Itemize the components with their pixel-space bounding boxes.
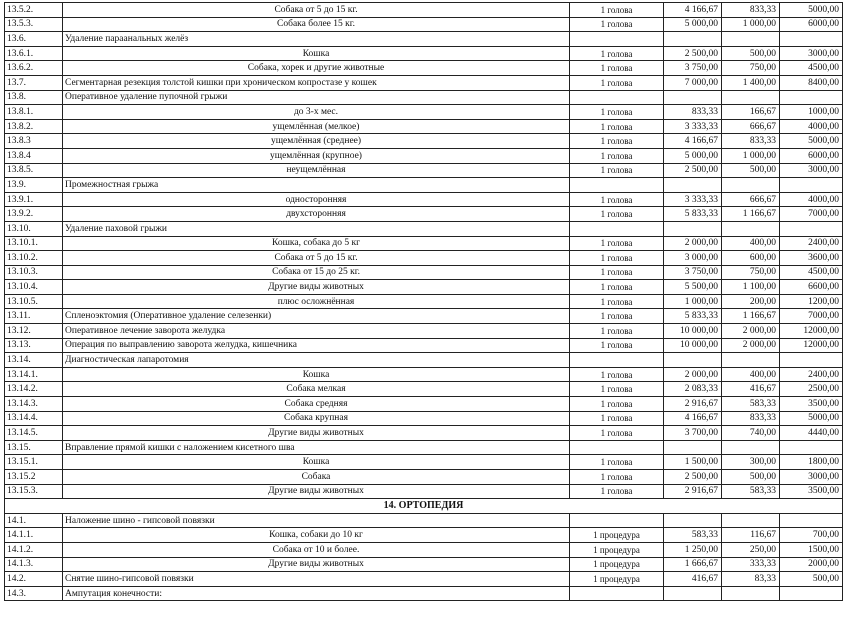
vat-cell: 666,67 — [722, 192, 780, 207]
total-cell: 3000,00 — [780, 46, 843, 61]
total-cell: 2500,00 — [780, 382, 843, 397]
unit-cell: 1 голова — [570, 236, 664, 251]
item-code-cell: 14.1.3. — [5, 557, 63, 572]
item-name-cell: Другие виды животных — [63, 280, 570, 295]
vat-cell — [722, 353, 780, 368]
item-name-cell: Собака крупная — [63, 411, 570, 426]
item-code-cell: 13.5.3. — [5, 17, 63, 32]
vat-cell — [722, 586, 780, 601]
total-cell: 1800,00 — [780, 455, 843, 470]
table-row — [5, 178, 843, 193]
total-cell: 5000,00 — [780, 3, 843, 18]
table-row — [5, 513, 843, 528]
price-cell: 3 333,33 — [664, 192, 722, 207]
price-cell — [664, 178, 722, 193]
price-cell — [664, 221, 722, 236]
item-code-cell: 13.14.5. — [5, 426, 63, 441]
item-name-cell: Снятие шино-гипсовой повязки — [63, 572, 570, 587]
unit-cell: 1 голова — [570, 470, 664, 485]
price-cell: 5 000,00 — [664, 17, 722, 32]
item-code-cell: 13.7. — [5, 75, 63, 90]
vat-cell: 500,00 — [722, 163, 780, 178]
vat-cell: 400,00 — [722, 367, 780, 382]
price-cell: 1 250,00 — [664, 542, 722, 557]
unit-cell — [570, 513, 664, 528]
table-row — [5, 440, 843, 455]
price-cell: 10 000,00 — [664, 324, 722, 339]
price-cell: 416,67 — [664, 572, 722, 587]
table-row — [5, 338, 843, 353]
price-cell: 3 700,00 — [664, 426, 722, 441]
table-row — [5, 46, 843, 61]
vat-cell: 750,00 — [722, 61, 780, 76]
item-code-cell: 13.15.1. — [5, 455, 63, 470]
total-cell: 3000,00 — [780, 470, 843, 485]
item-code-cell: 13.10. — [5, 221, 63, 236]
item-code-cell: 13.6.2. — [5, 61, 63, 76]
vat-cell — [722, 221, 780, 236]
total-cell: 3500,00 — [780, 484, 843, 499]
price-cell: 2 083,33 — [664, 382, 722, 397]
unit-cell: 1 голова — [570, 324, 664, 339]
item-name-cell: ущемлённая (крупное) — [63, 148, 570, 163]
item-name-cell: Кошка, собаки до 10 кг — [63, 528, 570, 543]
item-name-cell: Ампутация конечности: — [63, 586, 570, 601]
table-row — [5, 382, 843, 397]
item-code-cell: 13.5.2. — [5, 3, 63, 18]
total-cell: 4000,00 — [780, 119, 843, 134]
table-row — [5, 3, 843, 18]
total-cell: 3500,00 — [780, 397, 843, 412]
item-code-cell: 13.15.3. — [5, 484, 63, 499]
unit-cell: 1 голова — [570, 280, 664, 295]
price-cell: 2 500,00 — [664, 46, 722, 61]
item-name-cell: Оперативное лечение заворота желудка — [63, 324, 570, 339]
item-code-cell: 13.15. — [5, 440, 63, 455]
item-code-cell: 13.8.2. — [5, 119, 63, 134]
total-cell — [780, 221, 843, 236]
table-row — [5, 411, 843, 426]
price-cell: 7 000,00 — [664, 75, 722, 90]
total-cell — [780, 440, 843, 455]
total-cell: 1000,00 — [780, 105, 843, 120]
price-cell — [664, 32, 722, 47]
unit-cell: 1 процедура — [570, 542, 664, 557]
unit-cell: 1 голова — [570, 484, 664, 499]
table-row — [5, 470, 843, 485]
item-name-cell: Другие виды животных — [63, 426, 570, 441]
item-code-cell: 13.12. — [5, 324, 63, 339]
vat-cell: 740,00 — [722, 426, 780, 441]
unit-cell: 1 голова — [570, 411, 664, 426]
price-cell — [664, 513, 722, 528]
item-code-cell: 13.10.4. — [5, 280, 63, 295]
item-code-cell: 14.2. — [5, 572, 63, 587]
total-cell: 4440,00 — [780, 426, 843, 441]
unit-cell: 1 голова — [570, 207, 664, 222]
unit-cell: 1 голова — [570, 294, 664, 309]
table-row — [5, 397, 843, 412]
item-code-cell: 14.1.1. — [5, 528, 63, 543]
item-name-cell: плюс осложнённая — [63, 294, 570, 309]
item-code-cell: 13.9.1. — [5, 192, 63, 207]
vat-cell: 200,00 — [722, 294, 780, 309]
item-name-cell: неущемлённая — [63, 163, 570, 178]
item-code-cell: 14.1. — [5, 513, 63, 528]
price-cell: 3 000,00 — [664, 251, 722, 266]
item-name-cell: Операция по выправлению заворота желудка, кишечника — [63, 338, 570, 353]
total-cell: 4500,00 — [780, 265, 843, 280]
item-code-cell: 13.6. — [5, 32, 63, 47]
unit-cell — [570, 32, 664, 47]
table-row — [5, 367, 843, 382]
price-cell: 5 000,00 — [664, 148, 722, 163]
item-name-cell: Спленоэктомия (Оперативное удаление селезенки) — [63, 309, 570, 324]
unit-cell: 1 голова — [570, 382, 664, 397]
unit-cell: 1 голова — [570, 3, 664, 18]
item-name-cell: Собака от 5 до 15 кг. — [63, 3, 570, 18]
vat-cell: 333,33 — [722, 557, 780, 572]
price-cell: 4 166,67 — [664, 134, 722, 149]
item-code-cell: 13.14.4. — [5, 411, 63, 426]
table-row — [5, 528, 843, 543]
table-row — [5, 309, 843, 324]
table-row — [5, 236, 843, 251]
table-row — [5, 353, 843, 368]
item-name-cell: Собака, хорек и другие животные — [63, 61, 570, 76]
table-row — [5, 221, 843, 236]
vat-cell — [722, 32, 780, 47]
table-row — [5, 134, 843, 149]
table-row — [5, 280, 843, 295]
item-name-cell: Собака — [63, 470, 570, 485]
total-cell: 500,00 — [780, 572, 843, 587]
unit-cell: 1 голова — [570, 426, 664, 441]
vat-cell: 583,33 — [722, 397, 780, 412]
price-cell: 4 166,67 — [664, 411, 722, 426]
item-code-cell: 13.9.2. — [5, 207, 63, 222]
item-name-cell: Кошка, собака до 5 кг — [63, 236, 570, 251]
vat-cell: 1 400,00 — [722, 75, 780, 90]
total-cell: 3000,00 — [780, 163, 843, 178]
table-row — [5, 32, 843, 47]
total-cell: 2400,00 — [780, 367, 843, 382]
item-code-cell: 13.6.1. — [5, 46, 63, 61]
total-cell: 6000,00 — [780, 148, 843, 163]
item-name-cell: Наложение шино - гипсовой повязки — [63, 513, 570, 528]
unit-cell: 1 процедура — [570, 572, 664, 587]
price-cell: 3 750,00 — [664, 265, 722, 280]
unit-cell: 1 процедура — [570, 557, 664, 572]
item-name-cell: Удаление паховой грыжи — [63, 221, 570, 236]
item-name-cell: Кошка — [63, 455, 570, 470]
price-cell: 1 500,00 — [664, 455, 722, 470]
vat-cell: 833,33 — [722, 411, 780, 426]
item-code-cell: 13.14.3. — [5, 397, 63, 412]
vat-cell: 1 166,67 — [722, 309, 780, 324]
unit-cell: 1 голова — [570, 163, 664, 178]
unit-cell: 1 голова — [570, 17, 664, 32]
item-code-cell: 13.15.2 — [5, 470, 63, 485]
total-cell — [780, 586, 843, 601]
unit-cell: 1 голова — [570, 61, 664, 76]
unit-cell: 1 голова — [570, 367, 664, 382]
table-row — [5, 17, 843, 32]
item-name-cell: Кошка — [63, 367, 570, 382]
unit-cell — [570, 90, 664, 105]
item-name-cell: Другие виды животных — [63, 484, 570, 499]
unit-cell: 1 голова — [570, 251, 664, 266]
vat-cell: 833,33 — [722, 3, 780, 18]
total-cell: 700,00 — [780, 528, 843, 543]
vat-cell — [722, 178, 780, 193]
unit-cell: 1 голова — [570, 397, 664, 412]
vat-cell: 1 100,00 — [722, 280, 780, 295]
unit-cell: 1 голова — [570, 455, 664, 470]
item-name-cell: Вправление прямой кишки с наложением кисетного шва — [63, 440, 570, 455]
item-code-cell: 13.11. — [5, 309, 63, 324]
item-code-cell: 14.1.2. — [5, 542, 63, 557]
price-cell — [664, 586, 722, 601]
vat-cell: 2 000,00 — [722, 338, 780, 353]
table-row — [5, 324, 843, 339]
item-name-cell: Другие виды животных — [63, 557, 570, 572]
item-name-cell: Сегментарная резекция толстой кишки при хроническом копростазе у кошек — [63, 75, 570, 90]
price-cell: 2 500,00 — [664, 163, 722, 178]
unit-cell — [570, 353, 664, 368]
item-code-cell: 13.14. — [5, 353, 63, 368]
unit-cell: 1 голова — [570, 338, 664, 353]
total-cell — [780, 513, 843, 528]
unit-cell — [570, 586, 664, 601]
price-cell: 2 500,00 — [664, 470, 722, 485]
vat-cell: 1 166,67 — [722, 207, 780, 222]
unit-cell — [570, 440, 664, 455]
vat-cell: 600,00 — [722, 251, 780, 266]
price-cell: 2 000,00 — [664, 236, 722, 251]
vat-cell: 1 000,00 — [722, 17, 780, 32]
unit-cell: 1 голова — [570, 309, 664, 324]
table-row — [5, 192, 843, 207]
item-name-cell: Собака от 15 до 25 кг. — [63, 265, 570, 280]
total-cell — [780, 353, 843, 368]
vat-cell: 500,00 — [722, 470, 780, 485]
vat-cell: 583,33 — [722, 484, 780, 499]
unit-cell: 1 голова — [570, 46, 664, 61]
vat-cell — [722, 513, 780, 528]
item-name-cell: Собака более 15 кг. — [63, 17, 570, 32]
vat-cell: 250,00 — [722, 542, 780, 557]
total-cell: 1500,00 — [780, 542, 843, 557]
item-name-cell: Удаление параанальных желёз — [63, 32, 570, 47]
total-cell: 6000,00 — [780, 17, 843, 32]
table-row — [5, 90, 843, 105]
total-cell: 2400,00 — [780, 236, 843, 251]
vat-cell: 1 000,00 — [722, 148, 780, 163]
table-row — [5, 105, 843, 120]
unit-cell: 1 голова — [570, 105, 664, 120]
price-cell: 1 000,00 — [664, 294, 722, 309]
unit-cell: 1 голова — [570, 192, 664, 207]
section-header-row — [5, 499, 843, 514]
unit-cell — [570, 221, 664, 236]
price-cell: 5 833,33 — [664, 309, 722, 324]
total-cell: 7000,00 — [780, 207, 843, 222]
table-row — [5, 557, 843, 572]
vat-cell: 666,67 — [722, 119, 780, 134]
vat-cell: 750,00 — [722, 265, 780, 280]
table-row — [5, 207, 843, 222]
item-code-cell: 13.9. — [5, 178, 63, 193]
price-cell: 4 166,67 — [664, 3, 722, 18]
total-cell: 1200,00 — [780, 294, 843, 309]
table-row — [5, 119, 843, 134]
item-code-cell: 13.8. — [5, 90, 63, 105]
section-title: 14. ОРТОПЕДИЯ — [5, 499, 843, 514]
unit-cell: 1 голова — [570, 265, 664, 280]
item-name-cell: Собака мелкая — [63, 382, 570, 397]
table-row — [5, 61, 843, 76]
item-name-cell: односторонняя — [63, 192, 570, 207]
price-cell: 2 916,67 — [664, 397, 722, 412]
table-row — [5, 294, 843, 309]
total-cell: 2000,00 — [780, 557, 843, 572]
vat-cell — [722, 90, 780, 105]
table-row — [5, 251, 843, 266]
total-cell: 3600,00 — [780, 251, 843, 266]
unit-cell: 1 голова — [570, 119, 664, 134]
price-cell: 5 833,33 — [664, 207, 722, 222]
total-cell — [780, 178, 843, 193]
price-cell: 5 500,00 — [664, 280, 722, 295]
item-name-cell: Оперативное удаление пупочной грыжи — [63, 90, 570, 105]
total-cell: 6600,00 — [780, 280, 843, 295]
total-cell: 12000,00 — [780, 338, 843, 353]
table-row — [5, 265, 843, 280]
vat-cell: 416,67 — [722, 382, 780, 397]
item-name-cell: Собака от 10 и более. — [63, 542, 570, 557]
price-cell — [664, 90, 722, 105]
table-row — [5, 426, 843, 441]
item-code-cell: 13.8.1. — [5, 105, 63, 120]
total-cell: 12000,00 — [780, 324, 843, 339]
item-code-cell: 13.8.5. — [5, 163, 63, 178]
price-cell: 583,33 — [664, 528, 722, 543]
total-cell — [780, 90, 843, 105]
total-cell: 7000,00 — [780, 309, 843, 324]
item-code-cell: 14.3. — [5, 586, 63, 601]
vat-cell: 300,00 — [722, 455, 780, 470]
total-cell — [780, 32, 843, 47]
item-code-cell: 13.10.2. — [5, 251, 63, 266]
item-name-cell: Промежностная грыжа — [63, 178, 570, 193]
total-cell: 8400,00 — [780, 75, 843, 90]
item-code-cell: 13.14.2. — [5, 382, 63, 397]
item-name-cell: Собака средняя — [63, 397, 570, 412]
total-cell: 4000,00 — [780, 192, 843, 207]
price-cell: 3 333,33 — [664, 119, 722, 134]
item-name-cell: двухсторонняя — [63, 207, 570, 222]
price-list-table — [4, 2, 843, 601]
vat-cell: 500,00 — [722, 46, 780, 61]
total-cell: 5000,00 — [780, 134, 843, 149]
unit-cell: 1 голова — [570, 148, 664, 163]
item-code-cell: 13.10.1. — [5, 236, 63, 251]
item-code-cell: 13.10.3. — [5, 265, 63, 280]
item-name-cell: до 3-х мес. — [63, 105, 570, 120]
table-row — [5, 163, 843, 178]
item-name-cell: Собака от 5 до 15 кг. — [63, 251, 570, 266]
total-cell: 5000,00 — [780, 411, 843, 426]
price-cell — [664, 440, 722, 455]
price-cell: 2 916,67 — [664, 484, 722, 499]
item-code-cell: 13.14.1. — [5, 367, 63, 382]
price-cell: 10 000,00 — [664, 338, 722, 353]
price-cell — [664, 353, 722, 368]
item-code-cell: 13.13. — [5, 338, 63, 353]
price-cell: 1 666,67 — [664, 557, 722, 572]
table-row — [5, 75, 843, 90]
table-row — [5, 455, 843, 470]
unit-cell: 1 голова — [570, 75, 664, 90]
unit-cell: 1 процедура — [570, 528, 664, 543]
table-row — [5, 542, 843, 557]
item-code-cell: 13.10.5. — [5, 294, 63, 309]
vat-cell: 166,67 — [722, 105, 780, 120]
item-name-cell: ущемлённая (среднее) — [63, 134, 570, 149]
vat-cell: 2 000,00 — [722, 324, 780, 339]
item-code-cell: 13.8.4 — [5, 148, 63, 163]
table-row — [5, 572, 843, 587]
table-row — [5, 586, 843, 601]
price-cell: 2 000,00 — [664, 367, 722, 382]
unit-cell: 1 голова — [570, 134, 664, 149]
unit-cell — [570, 178, 664, 193]
vat-cell — [722, 440, 780, 455]
vat-cell: 116,67 — [722, 528, 780, 543]
price-cell: 3 750,00 — [664, 61, 722, 76]
total-cell: 4500,00 — [780, 61, 843, 76]
item-name-cell: ущемлённая (мелкое) — [63, 119, 570, 134]
vat-cell: 400,00 — [722, 236, 780, 251]
price-list-body — [5, 3, 843, 601]
item-name-cell: Кошка — [63, 46, 570, 61]
vat-cell: 833,33 — [722, 134, 780, 149]
vat-cell: 83,33 — [722, 572, 780, 587]
table-row — [5, 148, 843, 163]
price-cell: 833,33 — [664, 105, 722, 120]
table-row — [5, 484, 843, 499]
item-name-cell: Диагностическая лапаротомия — [63, 353, 570, 368]
item-code-cell: 13.8.3 — [5, 134, 63, 149]
